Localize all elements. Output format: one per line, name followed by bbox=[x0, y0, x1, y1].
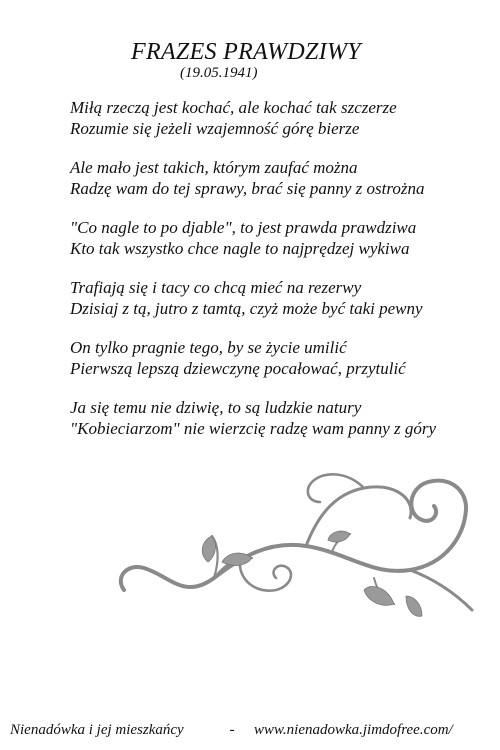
poem-line: Trafiają się i tacy co chcą mieć na rezerwy bbox=[70, 278, 362, 297]
poem-title-text: FRAZES PRAWDZIWY bbox=[131, 39, 361, 65]
poem-line: Kto tak wszystko chce nagle to najprędzej wykiwa bbox=[70, 239, 410, 258]
poem-line: Miłą rzeczą jest kochać, ale kochać tak szczerze bbox=[70, 98, 397, 117]
poem-line: Ale mało jest takich, którym zaufać można bbox=[70, 158, 358, 177]
poem-line: Radzę wam do tej sprawy, brać się panny z ostrożna bbox=[70, 179, 425, 198]
footer-site-name: Nienadówka i jej mieszkańcy bbox=[10, 722, 184, 738]
stanza bbox=[70, 217, 495, 259]
poem-title bbox=[0, 38, 500, 66]
stanza bbox=[70, 397, 495, 439]
poem-date: (19.05.1941) bbox=[180, 65, 258, 81]
poem-line: Dzisiaj z tą, jutro z tamtą, czyż może być taki pewny bbox=[70, 299, 423, 318]
footer bbox=[10, 721, 495, 739]
stanza bbox=[70, 277, 495, 319]
poem-line: Pierwszą lepszą dziewczynę pocałować, przytulić bbox=[70, 359, 406, 378]
poem-line: Ja się temu nie dziwię, to są ludzkie natury bbox=[70, 398, 362, 417]
poem-line: Rozumie się jeżeli wzajemność górę bierze bbox=[70, 119, 360, 138]
stanza bbox=[70, 337, 495, 379]
poem-body bbox=[70, 97, 495, 457]
stanza bbox=[70, 157, 495, 199]
footer-separator: - bbox=[229, 722, 235, 738]
poem-line: "Co nagle to po djable", to jest prawda prawdziwa bbox=[70, 218, 417, 237]
stanza bbox=[70, 97, 495, 139]
poem-line: On tylko pragnie tego, by se życie umilić bbox=[70, 338, 347, 357]
footer-url-link[interactable]: www.nienadowka.jimdofree.com/ bbox=[254, 722, 453, 738]
poem-line: "Kobieciarzom" nie wierzcię radzę wam panny z góry bbox=[70, 419, 437, 438]
floral-vine-ornament-icon bbox=[110, 460, 495, 630]
